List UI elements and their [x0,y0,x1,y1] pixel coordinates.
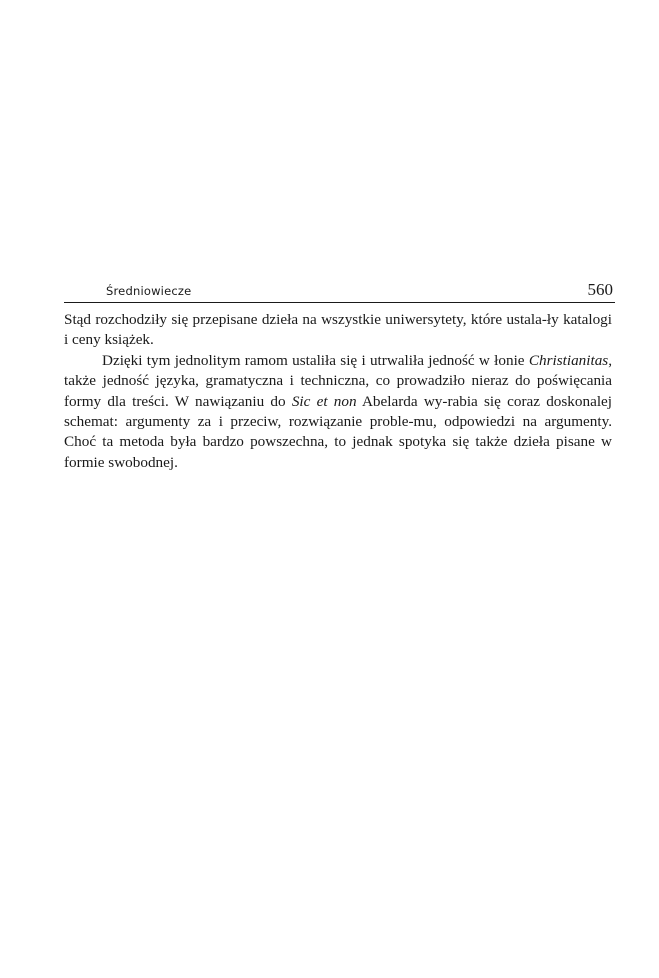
running-head: Średniowiecze [106,284,192,298]
page-header [64,280,615,302]
paragraph-2-text-a: Dzięki tym jednolitym ramom ustaliła się i utrwaliła jedność w łonie [102,351,529,369]
italic-christianitas: Christianitas [528,351,609,369]
paragraph-1 [64,310,612,351]
italic-sic-et-non: Sic et non [291,392,357,410]
page-number: 560 [587,280,613,299]
paragraph-2 [64,351,612,473]
header-rule [64,302,615,303]
paragraph-2-text-c: Abelarda wy-rabia się coraz doskonalej schemat: argumenty za i przeciw, rozwiązanie proble-mu, odpowiedzi na argumenty. Choć ta metoda była bardzo powszechna, to jednak spotyka się także dzieła pisane w formie swobodnej. [64,392,613,471]
paragraph-1-text: Stąd rozchodziły się przepisane dzieła na wszystkie uniwersytety, które ustala-ły katalogi i ceny książek. [64,311,612,349]
body-text [64,310,612,473]
paragraph-2-text-b: , także jedność języka, gramatyczna i techniczna, co prowadziło nieraz do poświęcania formy dla treści. W nawiązaniu do [64,351,612,410]
